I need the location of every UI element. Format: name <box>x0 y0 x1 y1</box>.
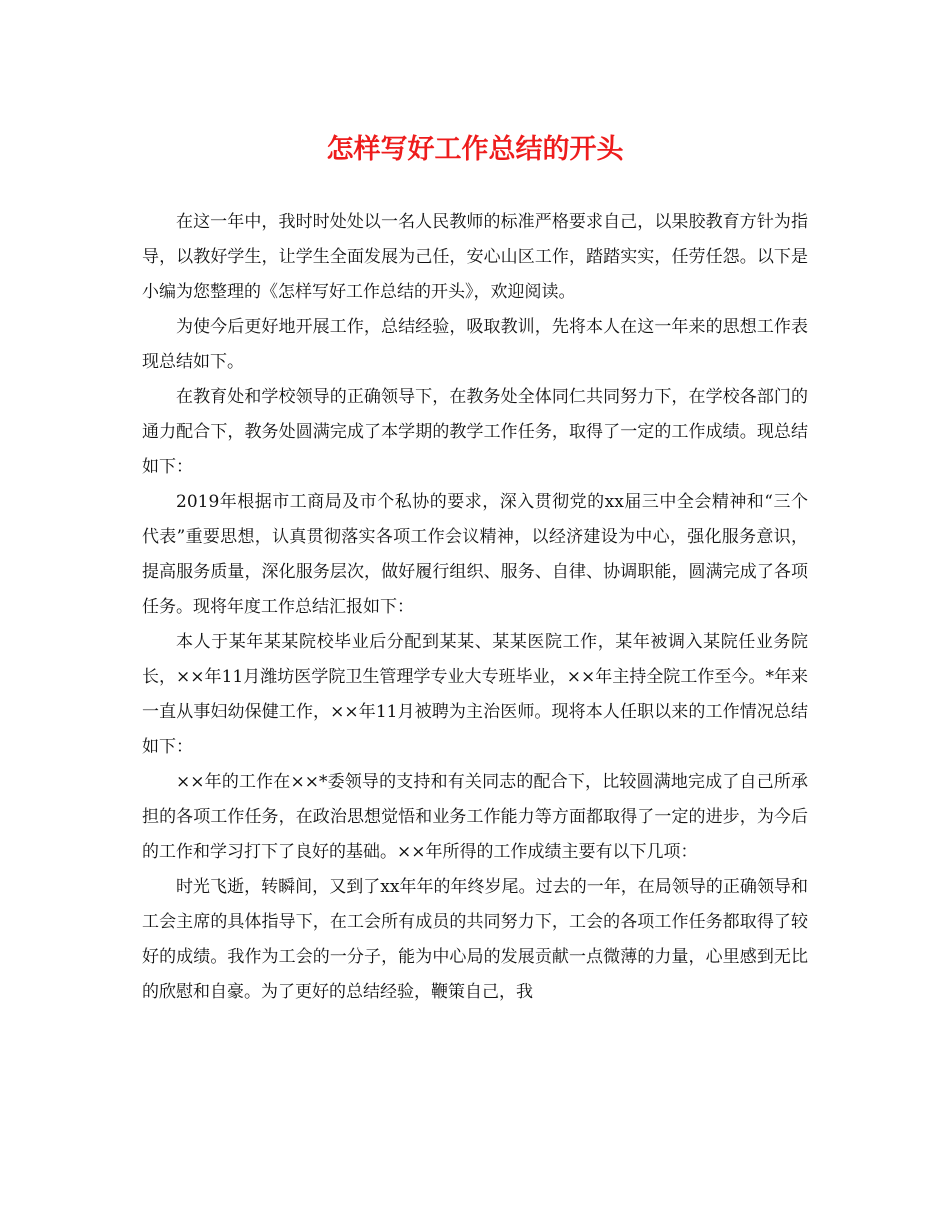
paragraph: 为使今后更好地开展工作，总结经验，吸取教训，先将本人在这一年来的思想工作表现总结如下。 <box>142 317 808 372</box>
paragraph: 在这一年中，我时时处处以一名人民教师的标准严格要求自己，以果胶教育方针为指导，以教好学生，让学生全面发展为己任，安心山区工作，踏踏实实，任劳任怨。以下是小编为您整理的《怎样写好工作总结的开头》，欢迎阅读。 <box>142 212 808 302</box>
paragraph: 本人于某年某某院校毕业后分配到某某、某某医院工作，某年被调入某院任业务院长，××年11月潍坊医学院卫生管理学专业大专班毕业，××年主持全院工作至今。*年来一直从事妇幼保健工作，××年11月被聘为主治医师。现将本人任职以来的工作情况总结如下： <box>142 632 808 757</box>
paragraph: 在教育处和学校领导的正确领导下，在教务处全体同仁共同努力下，在学校各部门的通力配合下，教务处圆满完成了本学期的教学工作任务，取得了一定的工作成绩。现总结如下： <box>142 387 808 477</box>
document-title: 怎样写好工作总结的开头 <box>326 134 624 165</box>
paragraph: 2019年根据市工商局及市个私协的要求，深入贯彻党的xx届三中全会精神和“三个代表”重要思想，认真贯彻落实各项工作会议精神，以经济建设为中心，强化服务意识，提高服务质量，深化服务层次，做好履行组织、服务、自律、协调职能，圆满完成了各项任务。现将年度工作总结汇报如下： <box>142 492 808 617</box>
document-body <box>142 205 808 1010</box>
paragraph: ××年的工作在××*委领导的支持和有关同志的配合下，比较圆满地完成了自己所承担的各项工作任务，在政治思想觉悟和业务工作能力等方面都取得了一定的进步，为今后的工作和学习打下了良好的基础。××年所得的工作成绩主要有以下几项： <box>142 772 808 862</box>
paragraph: 时光飞逝，转瞬间，又到了xx年年的年终岁尾。过去的一年，在局领导的正确领导和工会主席的具体指导下，在工会所有成员的共同努力下，工会的各项工作任务都取得了较好的成绩。我作为工会的一分子，能为中心局的发展贡献一点微薄的力量，心里感到无比的欣慰和自豪。为了更好的总结经验，鞭策自己，我 <box>142 877 808 1002</box>
